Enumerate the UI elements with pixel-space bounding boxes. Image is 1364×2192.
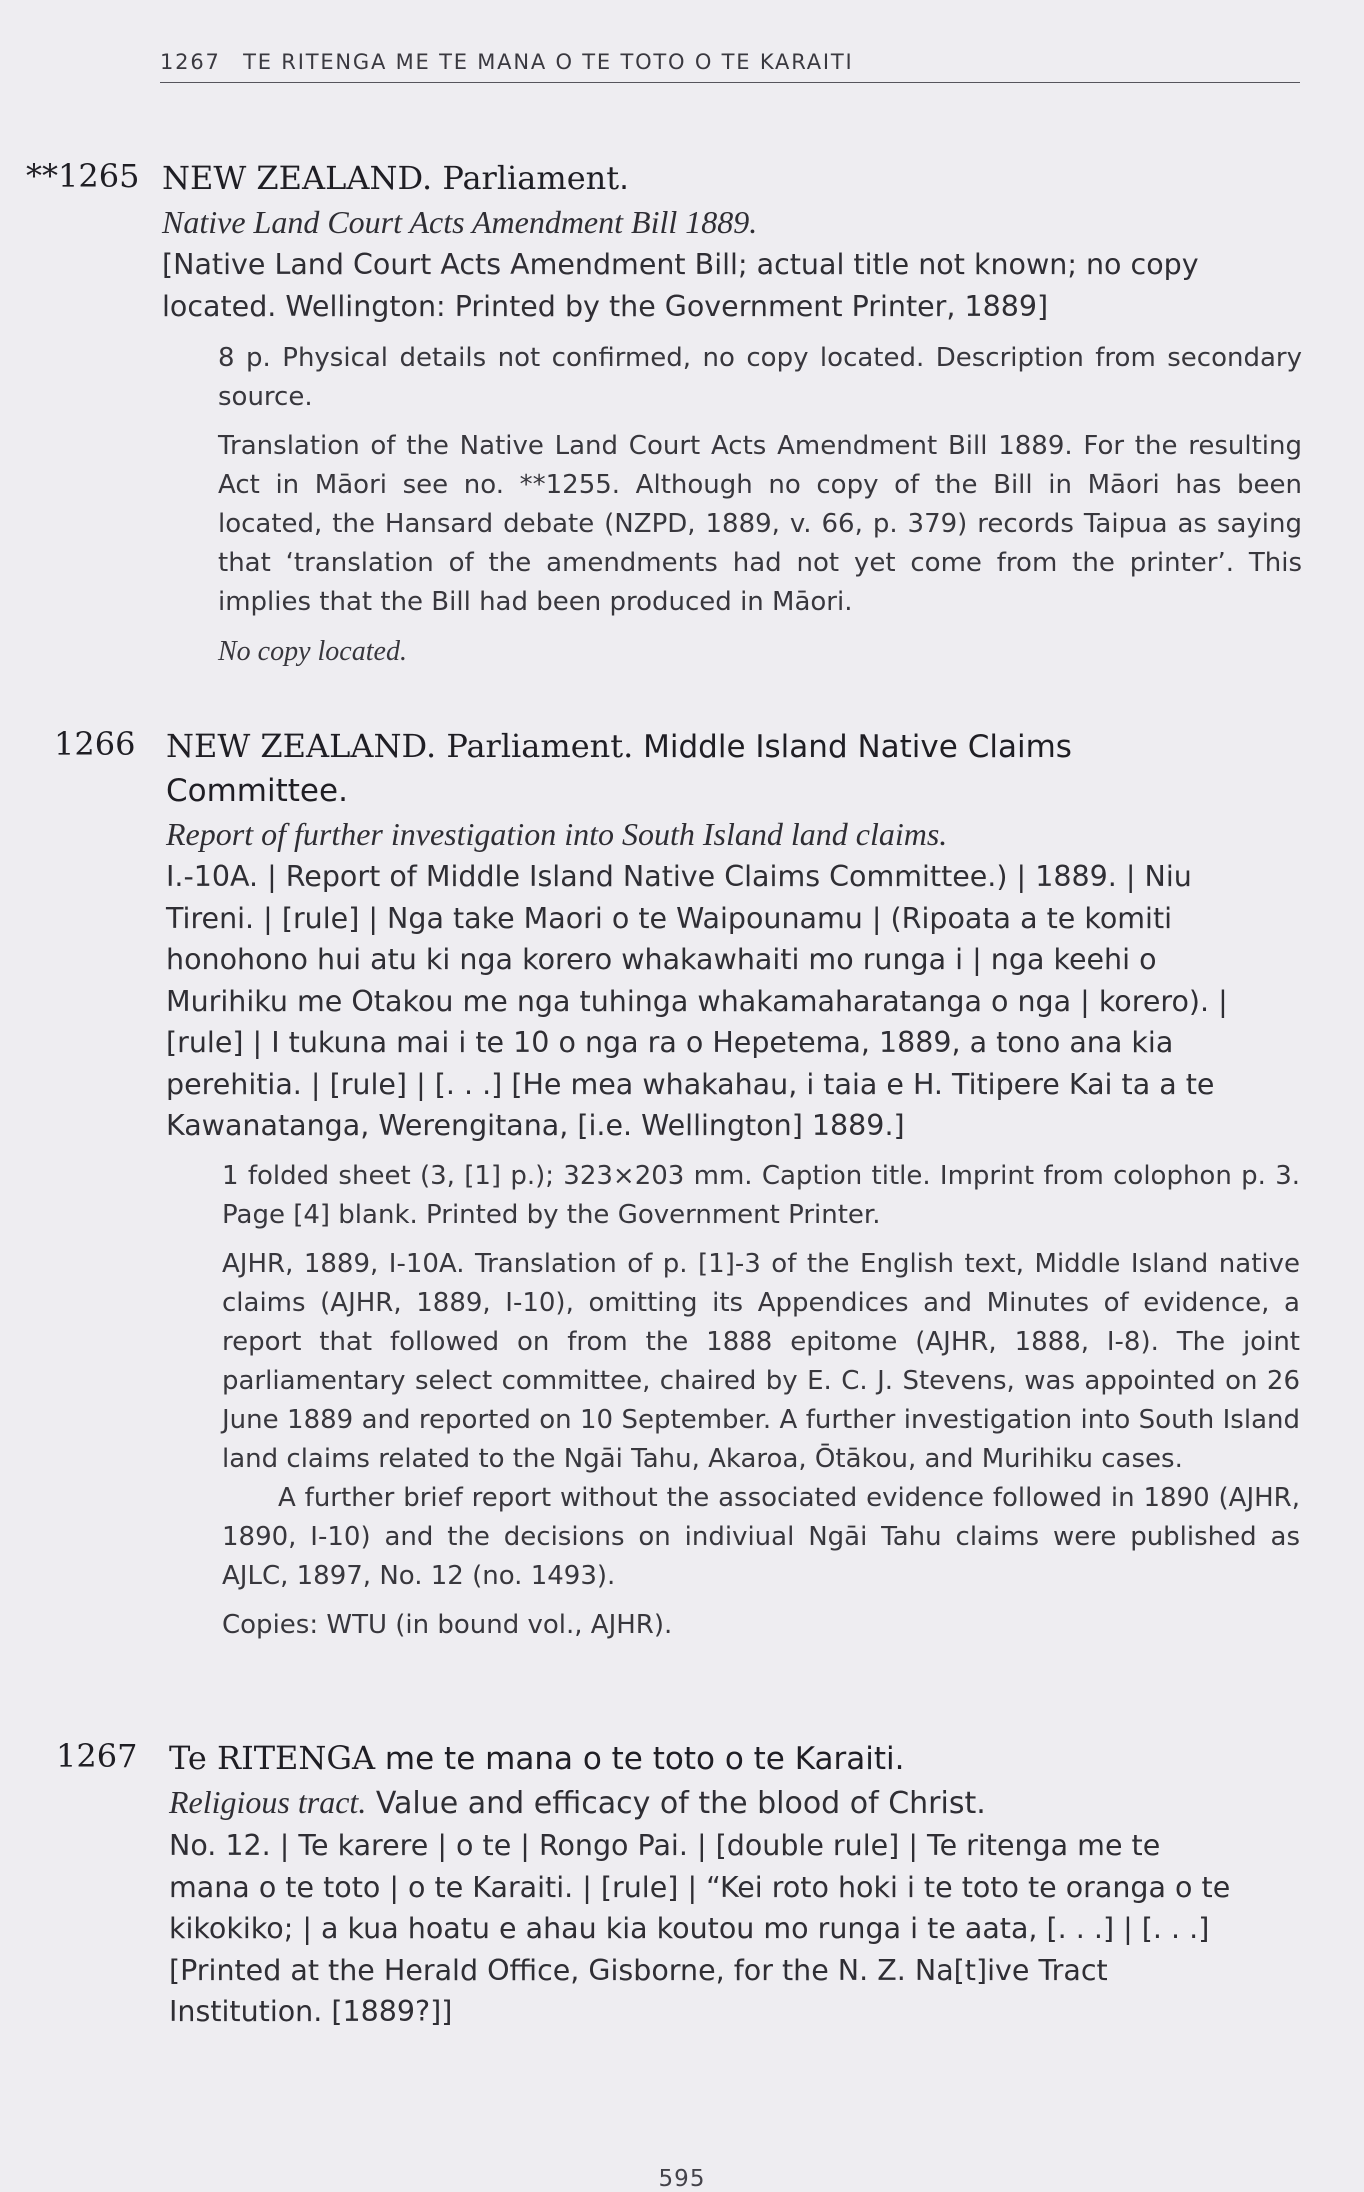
entry-number: **1265 — [26, 157, 140, 195]
page-number: 595 — [658, 2166, 706, 2192]
transcription-line: [Printed at the Herald Office, Gisborne, for the N. Z. Na[t]ive Tract — [169, 1953, 1108, 1987]
running-head-number: 1267 — [160, 50, 221, 74]
entry-body — [162, 157, 1302, 682]
entry-subtitle: Native Land Court Acts Amendment Bill 1889. — [162, 204, 758, 240]
entry-transcription — [166, 856, 1300, 1147]
note-copies: Copies: WTU (in bound vol., AJHR). — [222, 1609, 673, 1640]
entry-transcription — [162, 244, 1302, 327]
note-paragraph: 1 folded sheet (3, [1] p.); 323×203 mm. Caption title. Imprint from colophon p. 3. Page [4] blank. Printed by the Government Printer. — [222, 1160, 1300, 1230]
entry-notes — [218, 339, 1302, 672]
heading-rest: Committee. — [166, 773, 348, 809]
entry-heading — [169, 1737, 1300, 1781]
entry-heading — [162, 157, 1302, 201]
entry-number: 1266 — [54, 725, 136, 763]
transcription-line: No. 12. | Te karere | o te | Rongo Pai. | [double rule] | Te ritenga me te — [169, 1829, 1161, 1862]
heading-title-word: Te RITENGA — [169, 1739, 376, 1777]
transcription-line: Murihiku me Otakou me nga tuhinga whakamaharatanga o nga | korero). | — [166, 984, 1228, 1018]
transcription-line: I.-10A. | Report of Middle Island Native Claims Committee.) | 1889. | Niu — [166, 860, 1192, 893]
note-paragraph: A further brief report without the associated evidence followed in 1890 (AJHR, 1890, I-10) and the decisions on indiviual Ngāi Tahu claims were published as AJLC, 1897, No. 12 (no. 1493). — [222, 1482, 1300, 1591]
entry-subtitle — [169, 1781, 1300, 1825]
entry-body — [166, 725, 1300, 1655]
transcription-line: Kawanatanga, Werengitana, [i.e. Wellington] 1889.] — [166, 1109, 905, 1142]
heading-corporate-author: NEW ZEALAND. Parliament — [162, 159, 620, 197]
heading-corporate-author: NEW ZEALAND. Parliament. — [166, 727, 634, 765]
transcription-line: honohono hui atu ki nga korero whakawhaiti mo runga i | nga keehi o — [166, 943, 1157, 976]
transcription-line: kikokiko; | a kua hoatu e ahau kia koutou mo runga i te aata, [. . .] | [. . .] — [169, 1912, 1210, 1945]
entry-transcription — [169, 1825, 1300, 2033]
subtitle-italic: Religious tract. — [169, 1784, 367, 1820]
transcription-line: [Native Land Court Acts Amendment Bill; actual title not known; no copy — [162, 248, 1199, 281]
entry-subtitle: Report of further investigation into South Island land claims. — [166, 816, 948, 852]
entry-number: 1267 — [56, 1737, 138, 1775]
running-head-title: TE RITENGA ME TE MANA O TE TOTO O TE KARAITI — [243, 50, 854, 74]
transcription-line: perehitia. | [rule] | [. . .] [He mea whakahau, i taia e H. Titipere Kai ta a te — [166, 1067, 1215, 1101]
heading-rest: me te mana o te toto o te Karaiti. — [375, 1741, 905, 1777]
heading-rest: Middle Island Native Claims — [633, 729, 1072, 765]
note-paragraph: 8 p. Physical details not confirmed, no copy located. Description from secondary source. — [218, 343, 1302, 412]
entry-heading — [166, 725, 1300, 769]
entry-body — [169, 1737, 1300, 2033]
note-copies: No copy located. — [218, 636, 407, 667]
transcription-line: mana o te toto | o te Karaiti. | [rule] | “Kei roto hoki i te toto te oranga o te — [169, 1870, 1231, 1904]
transcription-line: Tireni. | [rule] | Nga take Maori o te Waipounamu | (Ripoata a te komiti — [166, 901, 1173, 935]
running-head — [160, 50, 1300, 83]
transcription-line: [rule] | I tukuna mai i te 10 o nga ra o Hepetema, 1889, a tono ana kia — [166, 1026, 1174, 1059]
subtitle-rest: Value and efficacy of the blood of Christ. — [366, 1786, 986, 1821]
transcription-line: located. Wellington: Printed by the Government Printer, 1889] — [162, 289, 1049, 323]
transcription-line: Institution. [1889?]] — [169, 1995, 453, 2028]
entry-notes — [222, 1157, 1300, 1645]
heading-rest: . — [619, 161, 629, 197]
note-paragraph: AJHR, 1889, I-10A. Translation of p. [1]-3 of the English text, Middle Island native claims (AJHR, 1889, I-10), omitting its Appendices and Minutes of evidence, a report that followed on from the 1888 epitome (AJHR, 1888, I-8). The joint parliamentary select committee, chaired by E. C. J. Stevens, was appointed on 26 June 1889 and reported on 10 September. A further investigation into South Island land claims related to the Ngāi Tahu, Akaroa, Ōtākou, and Murihiku cases. — [222, 1248, 1300, 1474]
note-paragraph: Translation of the Native Land Court Acts Amendment Bill 1889. For the resulting Act in Māori see no. **1255. Although no copy of the Bill in Māori has been located, the Hansard debate (NZPD, 1889, v. 66, p. 379) records Taipua as saying that ‘translation of the amendments had not yet come from the printer’. This implies that the Bill had been produced in Māori. — [218, 431, 1302, 617]
entry-heading-cont — [166, 769, 1300, 813]
